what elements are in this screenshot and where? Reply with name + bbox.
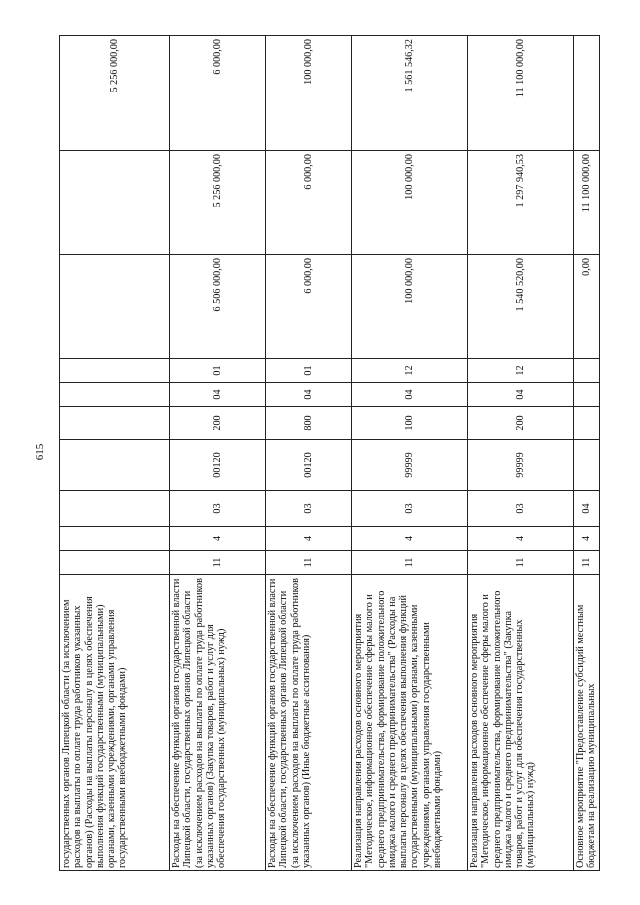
code-cell: 12	[352, 359, 468, 383]
code-cell: 4	[170, 527, 266, 551]
amount-cell: 100 000,00	[352, 151, 468, 255]
code-cell	[574, 407, 600, 440]
code-cell: 00120	[170, 440, 266, 491]
amount-cell	[574, 36, 600, 151]
code-cell: 11	[352, 551, 468, 575]
amount-cell: 0,00	[574, 255, 600, 359]
budget-table-frame	[59, 36, 598, 871]
code-cell	[574, 383, 600, 407]
amount-cell: 6 000,00	[266, 255, 352, 359]
code-cell: 100	[352, 407, 468, 440]
code-cell	[60, 383, 170, 407]
code-cell: 4	[266, 527, 352, 551]
code-cell	[60, 359, 170, 383]
code-cell	[60, 491, 170, 527]
code-cell: 12	[468, 359, 574, 383]
code-cell: 04	[352, 383, 468, 407]
table-row	[170, 36, 266, 871]
code-cell: 03	[468, 491, 574, 527]
code-cell: 200	[468, 407, 574, 440]
code-cell: 04	[170, 383, 266, 407]
table-row	[468, 36, 574, 871]
amount-cell: 1 561 546,32	[352, 36, 468, 151]
code-cell: 4	[574, 527, 600, 551]
amount-cell: 5 256 000,00	[170, 151, 266, 255]
code-cell: 04	[468, 383, 574, 407]
amount-cell: 11 100 000,00	[468, 36, 574, 151]
code-cell: 11	[170, 551, 266, 575]
code-cell: 04	[266, 383, 352, 407]
code-cell	[574, 440, 600, 491]
table-row	[60, 36, 170, 871]
amount-cell: 5 256 000,00	[60, 36, 170, 151]
budget-table	[59, 35, 600, 871]
code-cell	[574, 359, 600, 383]
code-cell: 200	[170, 407, 266, 440]
amount-cell: 100 000,00	[266, 36, 352, 151]
amount-cell: 1 297 940,53	[468, 151, 574, 255]
code-cell: 99999	[352, 440, 468, 491]
table-row	[574, 36, 600, 871]
code-cell: 4	[352, 527, 468, 551]
row-description: государственных органов Липецкой области (за исключением расходов на выплаты по оплате труда работников указанных органов) (Расходы на выплаты персоналу в целях обеспечения выполнения функций государственными (муниципальными) органами, казенными учреждениями, органами управления государственными внебюджетными фондами)	[60, 575, 170, 871]
amount-cell	[60, 255, 170, 359]
code-cell: 03	[352, 491, 468, 527]
code-cell: 11	[266, 551, 352, 575]
table-row	[266, 36, 352, 871]
code-cell	[60, 527, 170, 551]
row-description: Расходы на обеспечение функций органов государственной власти Липецкой области, государственных органов Липецкой области (за исключением расходов на выплаты по оплате труда работников указанных органов) (Иные бюджетные ассигнования)	[266, 575, 352, 871]
amount-cell: 100 000,00	[352, 255, 468, 359]
code-cell: 4	[468, 527, 574, 551]
amount-cell: 6 506 000,00	[170, 255, 266, 359]
row-description: Основное мероприятие "Предоставление субсидий местным бюджетам на реализацию муниципальных	[574, 575, 600, 871]
code-cell: 00120	[266, 440, 352, 491]
code-cell: 800	[266, 407, 352, 440]
code-cell	[60, 407, 170, 440]
code-cell: 11	[574, 551, 600, 575]
code-cell: 03	[170, 491, 266, 527]
code-cell: 01	[170, 359, 266, 383]
code-cell	[60, 440, 170, 491]
code-cell: 04	[574, 491, 600, 527]
code-cell: 03	[266, 491, 352, 527]
row-description: Расходы на обеспечение функций органов государственной власти Липецкой области, государственных органов Липецкой области (за исключением расходов на выплаты по оплате труда работников указанных органов) (Закупка товаров, работ и услуг для обеспечения государственных (муниципальных) нужд)	[170, 575, 266, 871]
code-cell: 01	[266, 359, 352, 383]
amount-cell: 6 000,00	[170, 36, 266, 151]
row-description: Реализация направления расходов основного мероприятия "Методическое, информационное обеспечение сферы малого и среднего предпринимательства, формирование положительного имиджа малого и среднего предпринимательства" (Закупка товаров, работ и услуг для обеспечения государственных (муниципальных) нужд)	[468, 575, 574, 871]
amount-cell: 1 540 520,00	[468, 255, 574, 359]
amount-cell	[60, 151, 170, 255]
page-number: 615	[34, 443, 46, 461]
amount-cell: 11 100 000,00	[574, 151, 600, 255]
code-cell	[60, 551, 170, 575]
row-description: Реализация направления расходов основного мероприятия "Методическое, информационное обеспечение сферы малого и среднего предпринимательства, формирование положительного имиджа малого и среднего предпринимательства" (Расходы на выплаты персоналу в целях обеспечения выполнения функций государственными (муниципальными) органами, казенными учреждениями, органами управления государственными внебюджетными фондами)	[352, 575, 468, 871]
amount-cell: 6 000,00	[266, 151, 352, 255]
code-cell: 11	[468, 551, 574, 575]
table-row	[352, 36, 468, 871]
code-cell: 99999	[468, 440, 574, 491]
